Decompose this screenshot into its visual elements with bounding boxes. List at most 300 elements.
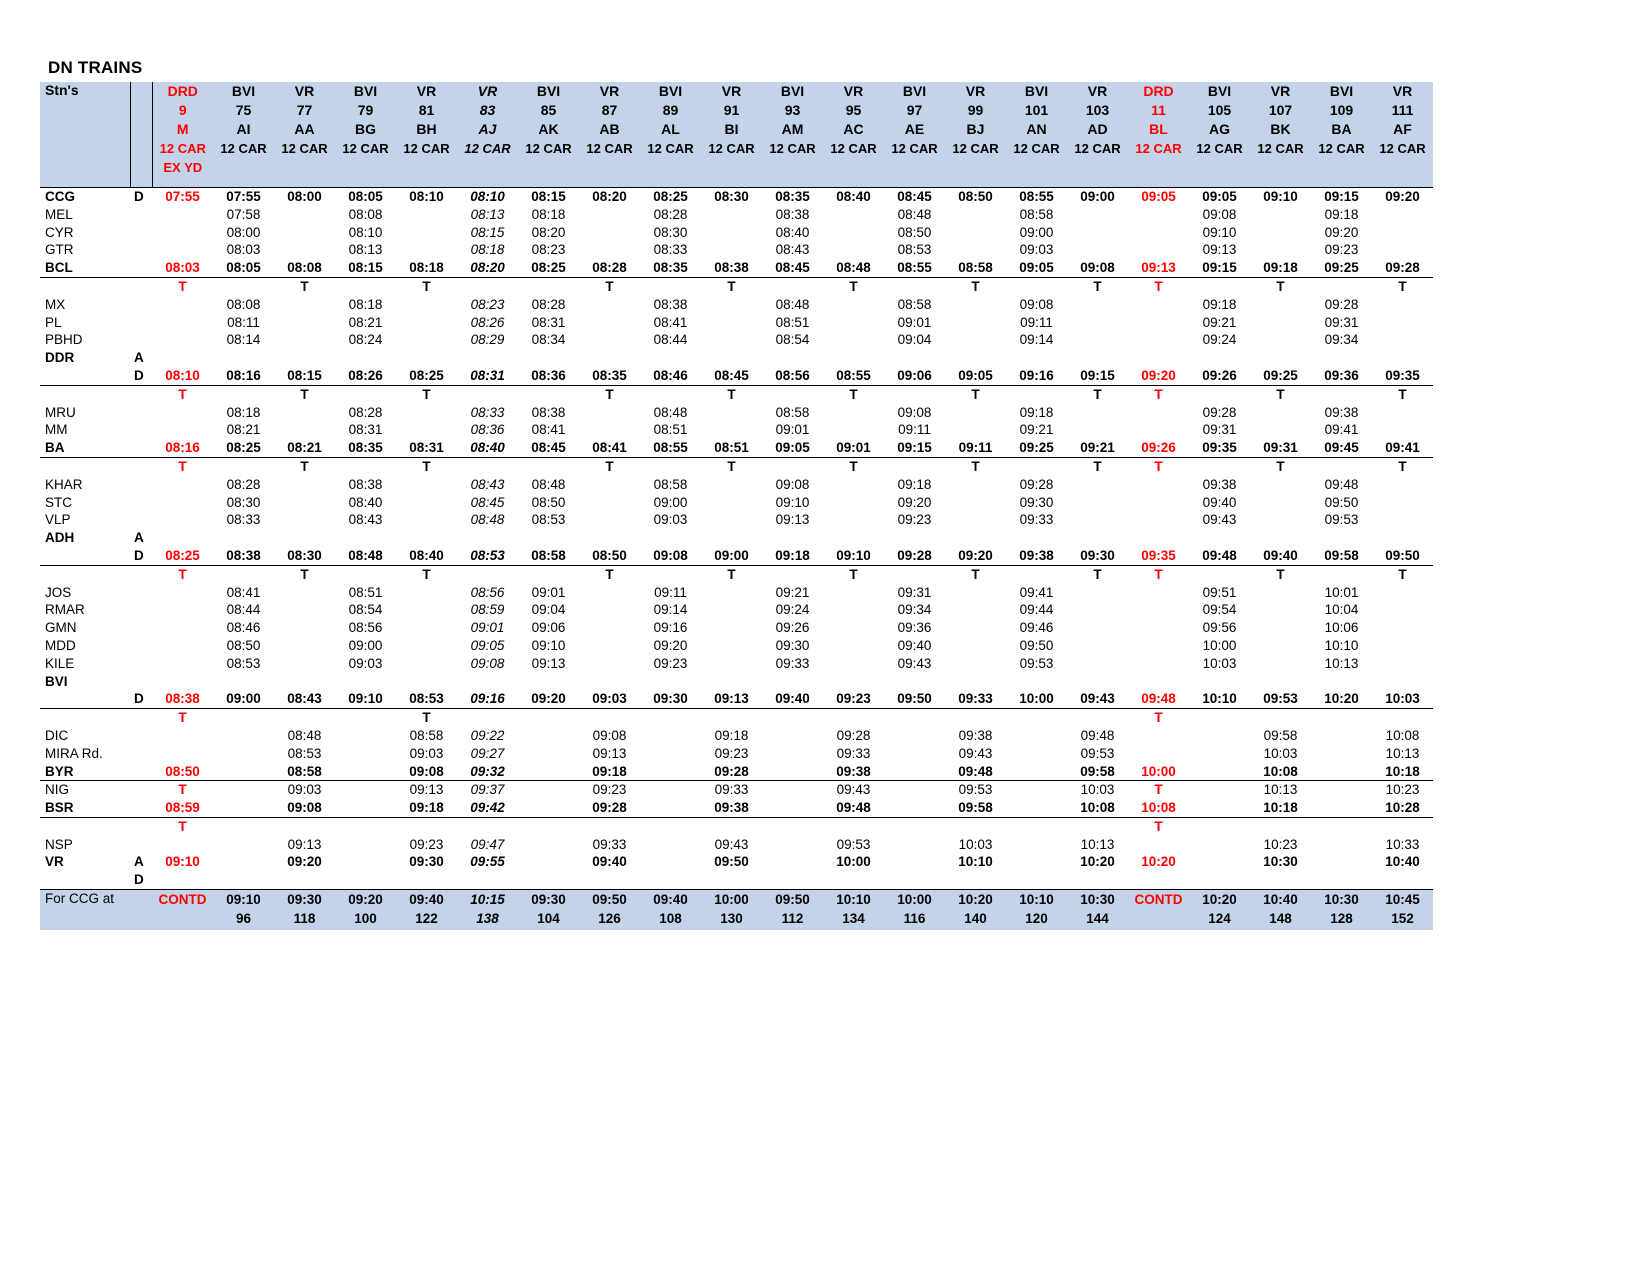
time-cell: 09:14 bbox=[640, 601, 701, 619]
time-cell bbox=[396, 601, 457, 619]
time-cell bbox=[518, 799, 579, 817]
time-cell bbox=[518, 349, 579, 367]
time-cell bbox=[1006, 349, 1067, 367]
arrive-depart-flag bbox=[130, 709, 152, 727]
time-cell: 08:48 bbox=[457, 511, 518, 529]
time-cell bbox=[335, 349, 396, 367]
time-cell bbox=[701, 421, 762, 439]
footer-return-time: 09:20 bbox=[348, 892, 383, 908]
time-cell bbox=[823, 421, 884, 439]
time-cell: 09:37 bbox=[457, 781, 518, 799]
table-row bbox=[40, 259, 1433, 277]
time-cell bbox=[457, 457, 518, 475]
time-cell bbox=[1128, 601, 1189, 619]
time-cell: 08:53 bbox=[518, 511, 579, 529]
station-name: VLP bbox=[40, 511, 130, 529]
header-destination: BVI bbox=[1024, 83, 1049, 99]
footer-return-train-number: 116 bbox=[903, 911, 926, 927]
time-cell: 08:10 bbox=[335, 224, 396, 242]
time-cell: 08:31 bbox=[457, 367, 518, 385]
time-cell bbox=[1067, 529, 1128, 547]
table-row bbox=[40, 494, 1433, 512]
time-cell: 08:23 bbox=[518, 241, 579, 259]
time-cell bbox=[396, 655, 457, 673]
time-cell: 09:06 bbox=[884, 367, 945, 385]
station-name bbox=[40, 565, 130, 583]
time-cell: 09:24 bbox=[762, 601, 823, 619]
time-cell bbox=[884, 745, 945, 763]
time-cell bbox=[518, 853, 579, 871]
footer-return-train-number: 96 bbox=[235, 911, 252, 927]
arrive-depart-flag bbox=[130, 637, 152, 655]
time-cell: 09:20 bbox=[274, 853, 335, 871]
time-cell: 08:50 bbox=[884, 224, 945, 242]
time-cell bbox=[274, 529, 335, 547]
footer-time-cell bbox=[1006, 890, 1067, 931]
time-cell: T bbox=[823, 565, 884, 583]
time-cell bbox=[640, 727, 701, 745]
footer-time-cell bbox=[1311, 890, 1372, 931]
time-cell: 09:04 bbox=[518, 601, 579, 619]
time-cell: 08:00 bbox=[213, 224, 274, 242]
header-train-number: 9 bbox=[178, 102, 187, 118]
time-cell bbox=[335, 727, 396, 745]
time-cell bbox=[1372, 529, 1433, 547]
time-cell bbox=[1067, 476, 1128, 494]
header-destination: BVI bbox=[1207, 83, 1232, 99]
time-cell: 09:50 bbox=[701, 853, 762, 871]
time-cell bbox=[823, 331, 884, 349]
time-cell bbox=[1372, 349, 1433, 367]
station-name: VR bbox=[40, 853, 130, 871]
time-cell bbox=[884, 457, 945, 475]
time-cell: 09:18 bbox=[1006, 404, 1067, 422]
time-cell: 10:10 bbox=[1311, 637, 1372, 655]
time-cell bbox=[640, 385, 701, 403]
time-cell bbox=[701, 871, 762, 889]
time-cell: 08:40 bbox=[762, 224, 823, 242]
time-cell bbox=[762, 763, 823, 781]
time-cell bbox=[1128, 404, 1189, 422]
time-cell bbox=[640, 871, 701, 889]
time-cell: T bbox=[579, 457, 640, 475]
time-cell bbox=[1250, 619, 1311, 637]
time-cell: 09:50 bbox=[884, 690, 945, 708]
time-cell: 10:08 bbox=[1128, 799, 1189, 817]
time-cell bbox=[945, 224, 1006, 242]
time-cell: 08:48 bbox=[640, 404, 701, 422]
time-cell: 09:13 bbox=[762, 511, 823, 529]
time-cell bbox=[1311, 871, 1372, 889]
time-cell bbox=[1067, 206, 1128, 224]
time-cell: 08:11 bbox=[213, 314, 274, 332]
time-cell bbox=[701, 476, 762, 494]
time-cell: 10:04 bbox=[1311, 601, 1372, 619]
time-cell: 10:33 bbox=[1372, 836, 1433, 854]
time-cell: 08:25 bbox=[213, 439, 274, 457]
time-cell: 10:40 bbox=[1372, 853, 1433, 871]
time-cell bbox=[579, 494, 640, 512]
time-cell: 08:18 bbox=[213, 404, 274, 422]
time-cell: 10:08 bbox=[1372, 727, 1433, 745]
time-cell: 08:53 bbox=[396, 690, 457, 708]
time-cell: 08:25 bbox=[518, 259, 579, 277]
time-cell: 09:23 bbox=[823, 690, 884, 708]
station-name bbox=[40, 385, 130, 403]
station-name bbox=[40, 367, 130, 385]
time-cell: T bbox=[152, 817, 213, 835]
time-cell: 09:38 bbox=[1006, 547, 1067, 565]
time-cell bbox=[701, 637, 762, 655]
time-cell: 09:13 bbox=[274, 836, 335, 854]
time-cell: 09:38 bbox=[945, 727, 1006, 745]
header-rake-code: AK bbox=[538, 121, 559, 137]
table-header bbox=[40, 82, 1433, 188]
time-cell bbox=[945, 404, 1006, 422]
column-header-105 bbox=[1189, 82, 1250, 188]
time-cell bbox=[945, 206, 1006, 224]
header-car-count: 12 CAR bbox=[586, 141, 633, 156]
time-cell: T bbox=[1128, 781, 1189, 799]
time-cell bbox=[213, 277, 274, 295]
time-cell: 09:21 bbox=[762, 584, 823, 602]
header-destination: VR bbox=[1087, 83, 1108, 99]
time-cell: 09:58 bbox=[1067, 763, 1128, 781]
table-row bbox=[40, 349, 1433, 367]
time-cell: 08:50 bbox=[945, 188, 1006, 206]
time-cell bbox=[1067, 871, 1128, 889]
time-cell bbox=[1311, 709, 1372, 727]
time-cell bbox=[274, 511, 335, 529]
time-cell bbox=[884, 817, 945, 835]
time-cell: 09:48 bbox=[1128, 690, 1189, 708]
header-train-number: 89 bbox=[662, 102, 679, 118]
time-cell: T bbox=[396, 385, 457, 403]
time-cell: 09:30 bbox=[640, 690, 701, 708]
header-rake-code: AM bbox=[781, 121, 804, 137]
time-cell bbox=[945, 349, 1006, 367]
time-cell: 09:33 bbox=[762, 655, 823, 673]
time-cell: T bbox=[823, 277, 884, 295]
time-cell bbox=[823, 314, 884, 332]
column-header-87 bbox=[579, 82, 640, 188]
time-cell: 08:36 bbox=[457, 421, 518, 439]
time-cell: 09:08 bbox=[1189, 206, 1250, 224]
time-cell bbox=[945, 331, 1006, 349]
time-cell: 09:38 bbox=[1311, 404, 1372, 422]
table-row bbox=[40, 619, 1433, 637]
time-cell bbox=[1006, 763, 1067, 781]
time-cell bbox=[884, 871, 945, 889]
timetable-container bbox=[40, 82, 1433, 930]
time-cell: 09:55 bbox=[457, 853, 518, 871]
time-cell bbox=[579, 619, 640, 637]
time-cell bbox=[1189, 781, 1250, 799]
time-cell bbox=[457, 565, 518, 583]
time-cell bbox=[396, 296, 457, 314]
time-cell bbox=[1189, 853, 1250, 871]
time-cell: 08:40 bbox=[396, 547, 457, 565]
time-cell: 09:08 bbox=[457, 655, 518, 673]
arrive-depart-flag bbox=[130, 277, 152, 295]
header-train-number: 105 bbox=[1207, 102, 1232, 118]
station-name: BYR bbox=[40, 763, 130, 781]
time-cell bbox=[1128, 655, 1189, 673]
time-cell: T bbox=[274, 457, 335, 475]
header-train-number: 97 bbox=[906, 102, 923, 118]
time-cell: 09:20 bbox=[1128, 367, 1189, 385]
time-cell bbox=[1067, 601, 1128, 619]
time-cell bbox=[274, 421, 335, 439]
time-cell: 09:13 bbox=[396, 781, 457, 799]
time-cell bbox=[945, 655, 1006, 673]
time-cell bbox=[579, 404, 640, 422]
time-cell bbox=[640, 799, 701, 817]
time-cell: 10:18 bbox=[1372, 763, 1433, 781]
station-name: DIC bbox=[40, 727, 130, 745]
header-train-number: 103 bbox=[1085, 102, 1110, 118]
time-cell: 10:23 bbox=[1372, 781, 1433, 799]
time-cell bbox=[152, 619, 213, 637]
station-name bbox=[40, 547, 130, 565]
time-cell: 09:26 bbox=[1189, 367, 1250, 385]
time-cell: 09:38 bbox=[701, 799, 762, 817]
time-cell: 08:41 bbox=[518, 421, 579, 439]
time-cell bbox=[213, 727, 274, 745]
time-cell bbox=[1006, 871, 1067, 889]
footer-return-time: 09:30 bbox=[531, 892, 566, 908]
time-cell bbox=[762, 871, 823, 889]
time-cell: 09:10 bbox=[762, 494, 823, 512]
time-cell bbox=[1250, 529, 1311, 547]
time-cell: 09:50 bbox=[1372, 547, 1433, 565]
column-header-89 bbox=[640, 82, 701, 188]
time-cell: 09:25 bbox=[1006, 439, 1067, 457]
time-cell: 09:00 bbox=[1067, 188, 1128, 206]
time-cell bbox=[823, 529, 884, 547]
time-cell bbox=[335, 799, 396, 817]
station-name bbox=[40, 817, 130, 835]
time-cell bbox=[152, 836, 213, 854]
time-cell: 09:20 bbox=[884, 494, 945, 512]
time-cell bbox=[579, 655, 640, 673]
time-cell bbox=[640, 853, 701, 871]
footer-time-cell bbox=[1250, 890, 1311, 931]
time-cell: 08:15 bbox=[335, 259, 396, 277]
time-cell bbox=[1128, 745, 1189, 763]
time-cell bbox=[579, 349, 640, 367]
time-cell: 09:35 bbox=[1372, 367, 1433, 385]
time-cell bbox=[1189, 457, 1250, 475]
header-destination: VR bbox=[1270, 83, 1291, 99]
time-cell bbox=[1250, 494, 1311, 512]
time-cell bbox=[457, 277, 518, 295]
time-cell bbox=[396, 331, 457, 349]
time-cell bbox=[274, 331, 335, 349]
time-cell bbox=[1372, 296, 1433, 314]
time-cell bbox=[518, 529, 579, 547]
time-cell: 09:01 bbox=[762, 421, 823, 439]
station-name: MEL bbox=[40, 206, 130, 224]
time-cell bbox=[945, 421, 1006, 439]
arrive-depart-flag bbox=[130, 584, 152, 602]
time-cell: T bbox=[152, 709, 213, 727]
time-cell bbox=[762, 529, 823, 547]
footer-return-train-number: 124 bbox=[1208, 911, 1231, 927]
column-header-109 bbox=[1311, 82, 1372, 188]
time-cell bbox=[1067, 314, 1128, 332]
time-cell bbox=[518, 565, 579, 583]
footer-return-time: CONTD bbox=[1134, 892, 1183, 908]
time-cell: 09:33 bbox=[823, 745, 884, 763]
time-cell: 09:23 bbox=[1311, 241, 1372, 259]
arrive-depart-flag: A bbox=[130, 853, 152, 871]
header-rake-code: AB bbox=[599, 121, 620, 137]
column-header-9 bbox=[152, 82, 213, 188]
time-cell bbox=[274, 673, 335, 691]
time-cell bbox=[152, 421, 213, 439]
footer-time-cell bbox=[1067, 890, 1128, 931]
time-cell: 08:28 bbox=[213, 476, 274, 494]
time-cell: 08:15 bbox=[274, 367, 335, 385]
time-cell bbox=[823, 709, 884, 727]
time-cell: 08:55 bbox=[823, 367, 884, 385]
time-cell bbox=[1372, 224, 1433, 242]
footer-time-cell bbox=[1372, 890, 1433, 931]
header-rake-code: AI bbox=[236, 121, 251, 137]
time-cell: 09:43 bbox=[1189, 511, 1250, 529]
time-cell bbox=[945, 584, 1006, 602]
station-name: JOS bbox=[40, 584, 130, 602]
time-cell: 09:36 bbox=[1311, 367, 1372, 385]
time-cell: 09:15 bbox=[884, 439, 945, 457]
time-cell: 10:00 bbox=[823, 853, 884, 871]
time-cell: 08:31 bbox=[518, 314, 579, 332]
time-cell: 08:54 bbox=[762, 331, 823, 349]
time-cell: 09:33 bbox=[1006, 511, 1067, 529]
time-cell bbox=[396, 494, 457, 512]
time-cell bbox=[1311, 277, 1372, 295]
time-cell: 10:10 bbox=[1189, 690, 1250, 708]
time-cell: T bbox=[579, 385, 640, 403]
time-cell bbox=[579, 584, 640, 602]
time-cell bbox=[396, 476, 457, 494]
footer-return-time: 10:45 bbox=[1385, 892, 1420, 908]
time-cell bbox=[518, 745, 579, 763]
time-cell: 08:20 bbox=[457, 259, 518, 277]
time-cell bbox=[579, 421, 640, 439]
column-header-79 bbox=[335, 82, 396, 188]
time-cell bbox=[1250, 655, 1311, 673]
time-cell: 09:22 bbox=[457, 727, 518, 745]
column-header-99 bbox=[945, 82, 1006, 188]
table-row bbox=[40, 296, 1433, 314]
time-cell bbox=[396, 349, 457, 367]
time-cell bbox=[518, 709, 579, 727]
footer-return-train-number: 138 bbox=[476, 911, 499, 927]
time-cell bbox=[823, 619, 884, 637]
time-cell: T bbox=[823, 385, 884, 403]
time-cell bbox=[1372, 314, 1433, 332]
station-name bbox=[40, 709, 130, 727]
time-cell: 08:40 bbox=[823, 188, 884, 206]
time-cell bbox=[1372, 331, 1433, 349]
time-cell: 08:21 bbox=[335, 314, 396, 332]
time-cell bbox=[274, 206, 335, 224]
time-cell: 09:40 bbox=[1189, 494, 1250, 512]
footer-return-time: 09:50 bbox=[592, 892, 627, 908]
time-cell: 08:45 bbox=[762, 259, 823, 277]
time-cell: 09:35 bbox=[1189, 439, 1250, 457]
footer-return-train-number: 104 bbox=[537, 911, 560, 927]
time-cell: 08:59 bbox=[152, 799, 213, 817]
time-cell: 09:58 bbox=[1250, 727, 1311, 745]
time-cell: 09:23 bbox=[579, 781, 640, 799]
time-cell: T bbox=[1067, 385, 1128, 403]
time-cell bbox=[396, 584, 457, 602]
header-car-count: 12 CAR bbox=[342, 141, 389, 156]
time-cell: 09:06 bbox=[518, 619, 579, 637]
arrive-depart-flag bbox=[130, 296, 152, 314]
table-row bbox=[40, 565, 1433, 583]
footer-time-cell bbox=[518, 890, 579, 931]
table-row bbox=[40, 709, 1433, 727]
time-cell bbox=[1189, 385, 1250, 403]
footer-time-cell bbox=[945, 890, 1006, 931]
time-cell bbox=[1189, 799, 1250, 817]
time-cell bbox=[396, 224, 457, 242]
time-cell bbox=[1128, 511, 1189, 529]
time-cell: 10:20 bbox=[1128, 853, 1189, 871]
time-cell: 09:30 bbox=[762, 637, 823, 655]
header-destination: BVI bbox=[780, 83, 805, 99]
time-cell: 08:58 bbox=[518, 547, 579, 565]
column-header-81 bbox=[396, 82, 457, 188]
time-cell: 08:20 bbox=[579, 188, 640, 206]
station-name: NIG bbox=[40, 781, 130, 799]
time-cell bbox=[701, 331, 762, 349]
header-car-count: 12 CAR bbox=[1196, 141, 1243, 156]
time-cell bbox=[152, 673, 213, 691]
time-cell bbox=[1250, 511, 1311, 529]
table-row bbox=[40, 511, 1433, 529]
time-cell bbox=[1189, 349, 1250, 367]
time-cell bbox=[823, 476, 884, 494]
time-cell bbox=[1006, 836, 1067, 854]
table-row bbox=[40, 439, 1433, 457]
footer-return-time: 09:40 bbox=[409, 892, 444, 908]
header-car-count: 12 CAR bbox=[1379, 141, 1426, 156]
time-cell: 08:53 bbox=[457, 547, 518, 565]
time-cell bbox=[640, 457, 701, 475]
time-cell: 09:48 bbox=[1189, 547, 1250, 565]
time-cell bbox=[1006, 817, 1067, 835]
time-cell bbox=[1067, 511, 1128, 529]
time-cell bbox=[762, 349, 823, 367]
time-cell: 10:00 bbox=[1006, 690, 1067, 708]
station-name: BVI bbox=[40, 673, 130, 691]
footer-return-train-number: 130 bbox=[720, 911, 743, 927]
time-cell bbox=[1372, 601, 1433, 619]
time-cell: 08:45 bbox=[518, 439, 579, 457]
time-cell: T bbox=[1067, 565, 1128, 583]
time-cell bbox=[701, 601, 762, 619]
time-cell: 09:35 bbox=[1128, 547, 1189, 565]
time-cell bbox=[213, 745, 274, 763]
time-cell: 09:47 bbox=[457, 836, 518, 854]
time-cell bbox=[213, 817, 274, 835]
time-cell: 09:58 bbox=[945, 799, 1006, 817]
